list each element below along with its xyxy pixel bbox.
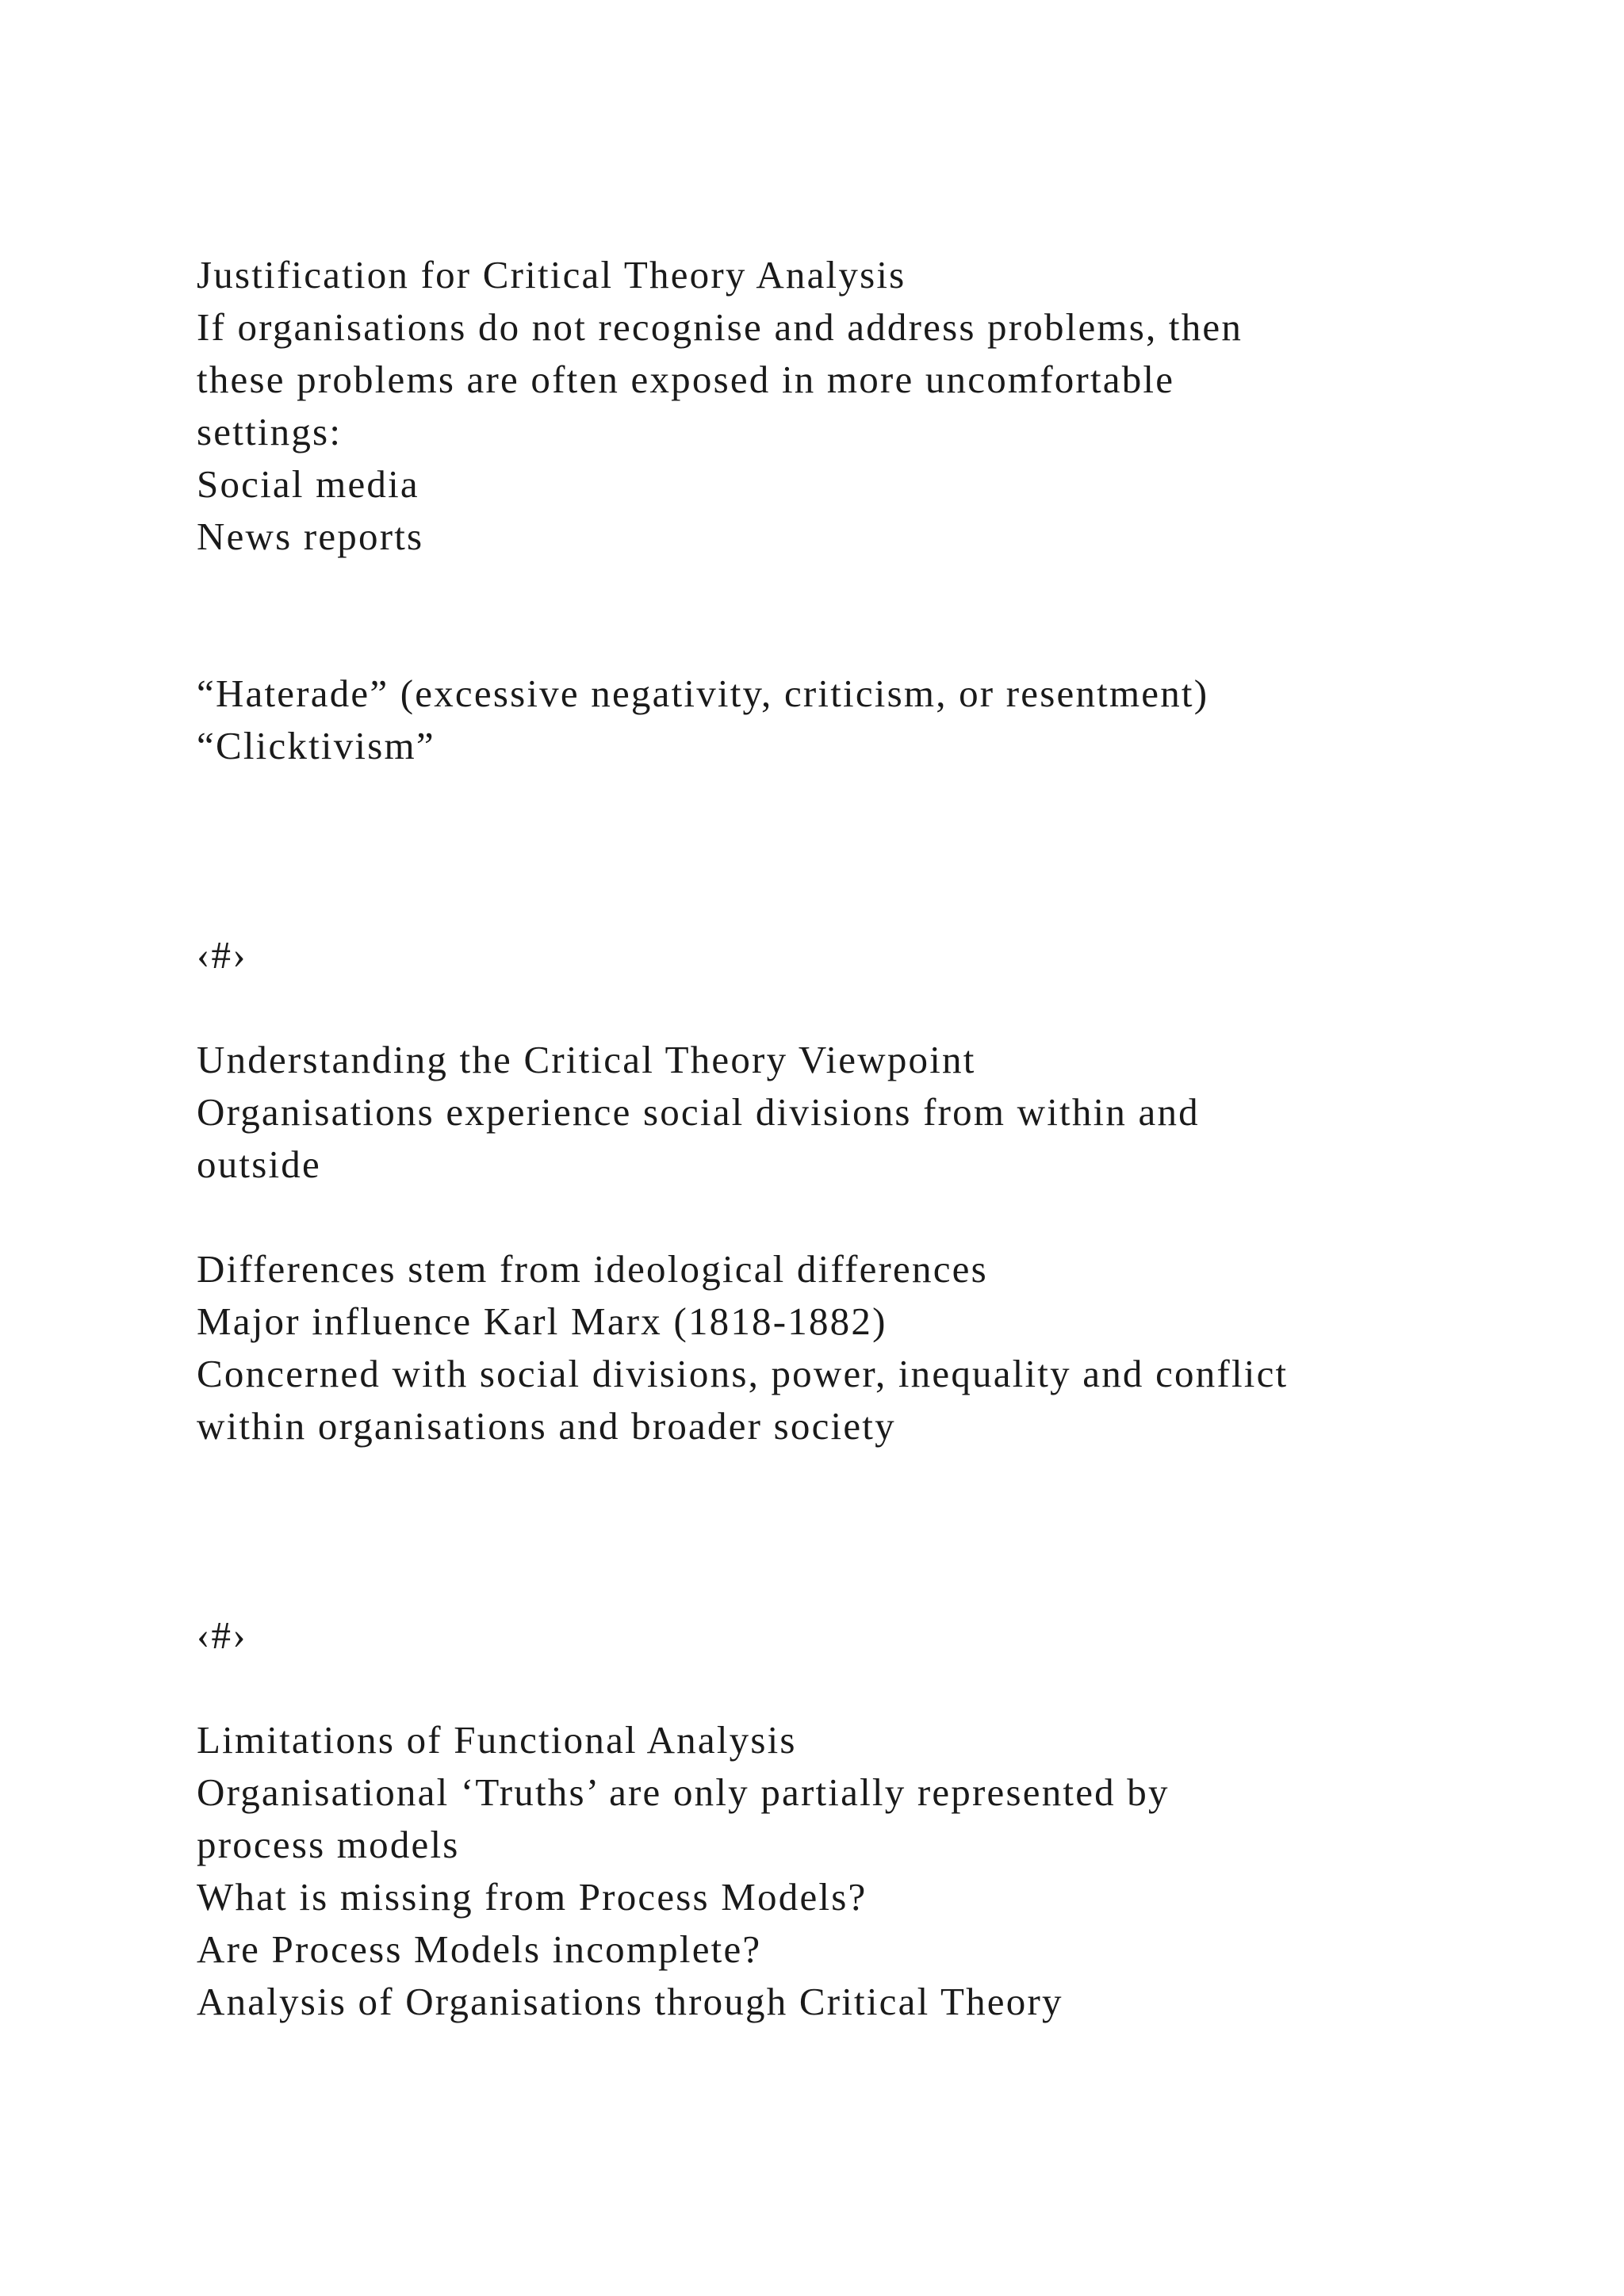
section-2-extra-line-2: Major influence Karl Marx (1818-1882) xyxy=(197,1299,887,1343)
section-2-line-2: outside xyxy=(197,1142,321,1186)
section-2-title: Understanding the Critical Theory Viewpoint xyxy=(197,1038,976,1081)
slide-number-1: ‹#› xyxy=(197,933,247,977)
section-1-line-2: these problems are often exposed in more uncomfortable xyxy=(197,358,1175,401)
section-3-title: Limitations of Functional Analysis xyxy=(197,1718,797,1762)
section-1-extra-line-1: “Haterade” (excessive negativity, criticism, or resentment) xyxy=(197,672,1209,715)
section-1-title: Justification for Critical Theory Analysis xyxy=(197,253,906,297)
section-2-extra-line-1: Differences stem from ideological differences xyxy=(197,1247,988,1291)
section-1-line-5: News reports xyxy=(197,515,424,558)
section-3-line-4: Are Process Models incomplete? xyxy=(197,1927,762,1971)
section-1-line-3: settings: xyxy=(197,410,343,453)
section-2-extra-line-3: Concerned with social divisions, power, inequality and conflict xyxy=(197,1352,1289,1395)
section-3-line-3: What is missing from Process Models? xyxy=(197,1875,868,1919)
section-3-line-5: Analysis of Organisations through Critical Theory xyxy=(197,1980,1063,2023)
section-1-line-1: If organisations do not recognise and address problems, then xyxy=(197,305,1243,349)
section-1-extra-line-2: “Clicktivism” xyxy=(197,724,435,767)
section-2-line-1: Organisations experience social divisions from within and xyxy=(197,1090,1200,1134)
slide-number-2: ‹#› xyxy=(197,1613,247,1657)
section-3-line-1: Organisational ‘Truths’ are only partially represented by xyxy=(197,1770,1170,1814)
section-2-extra-line-4: within organisations and broader society xyxy=(197,1404,896,1448)
section-3-line-2: process models xyxy=(197,1823,460,1866)
section-1-line-4: Social media xyxy=(197,462,419,506)
